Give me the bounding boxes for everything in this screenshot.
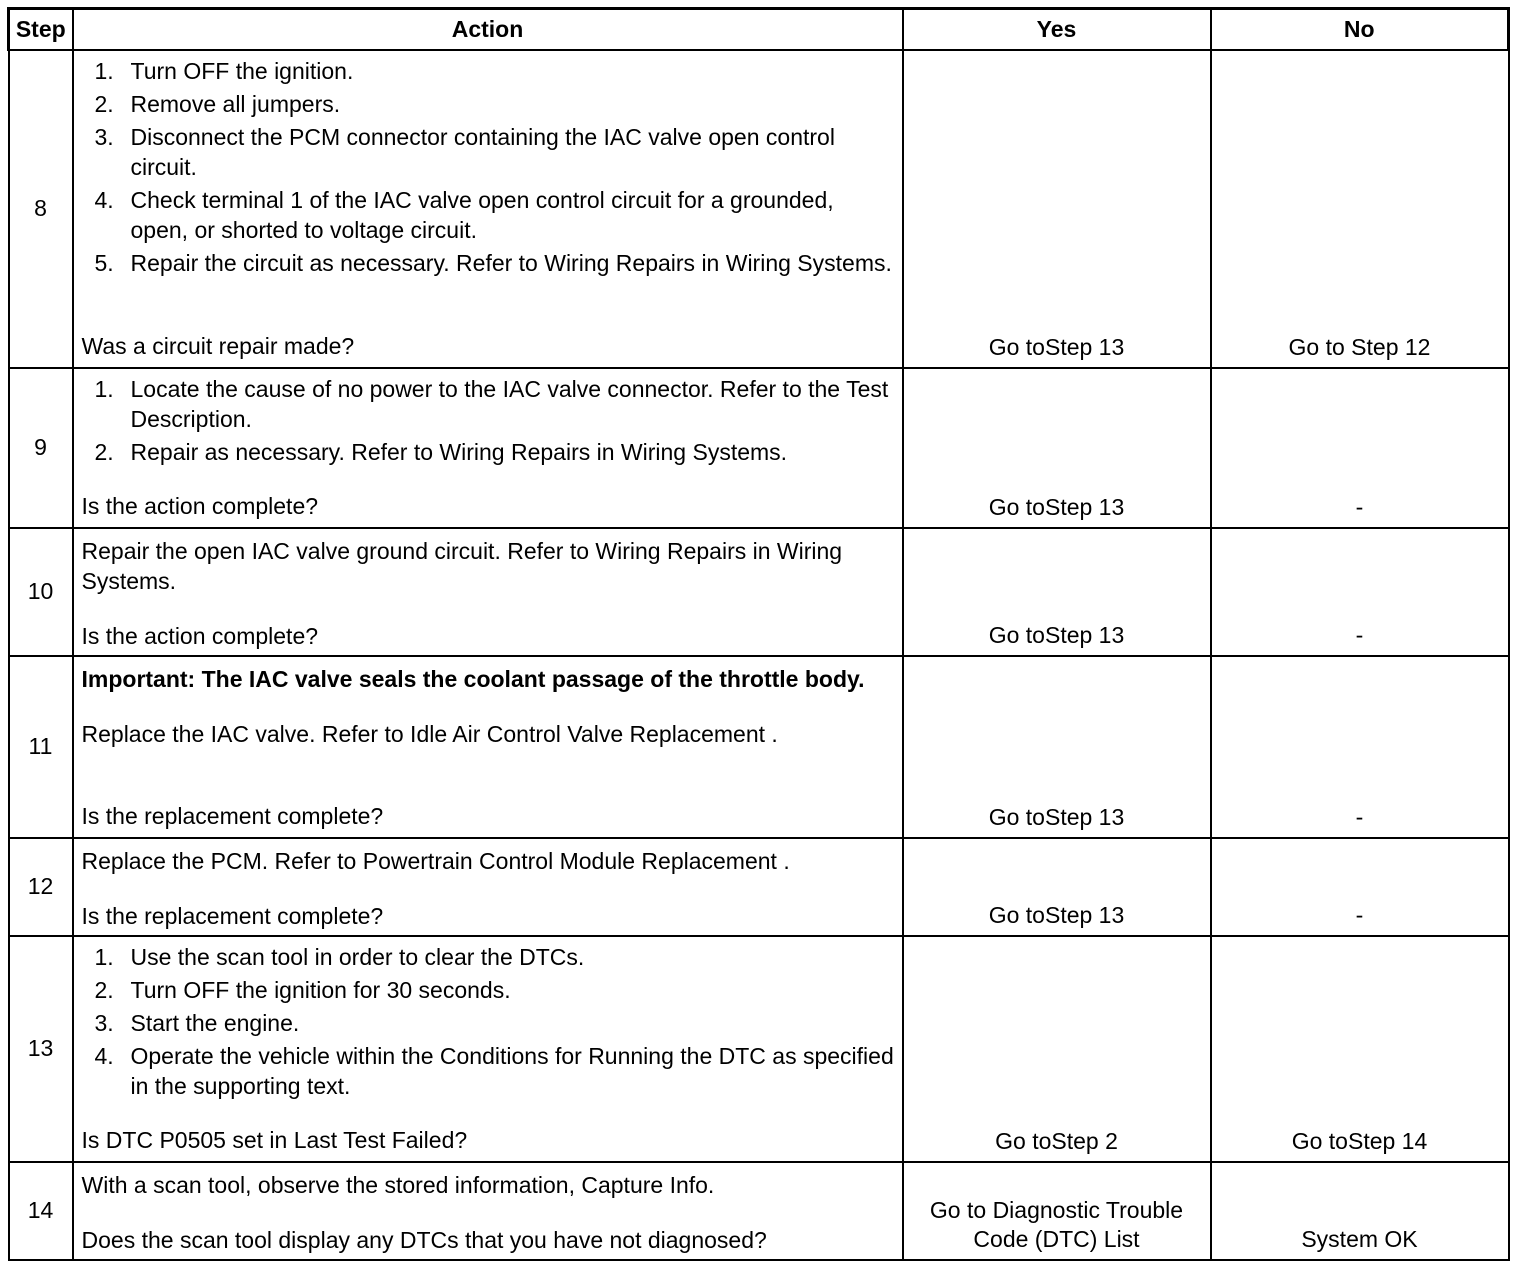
action-text: Repair the open IAC valve ground circuit. Refer to Wiring Repairs in Wiring Systems.	[81, 537, 843, 594]
action-content	[82, 839, 896, 935]
procedure-step-number: 4.	[94, 186, 114, 213]
action-question: Was a circuit repair made?	[81, 332, 355, 359]
procedure-list	[82, 942, 896, 1101]
table-row	[9, 528, 1509, 656]
yes-result: Go toStep 2	[903, 936, 1211, 1162]
yes-result: Go toStep 13	[903, 368, 1211, 528]
procedure-step-number: 2.	[94, 438, 114, 465]
yes-result: Go toStep 13	[903, 50, 1211, 368]
action-content	[82, 657, 896, 835]
no-result: -	[1211, 838, 1509, 936]
procedure-step-number: 3.	[94, 123, 114, 150]
action-question: Is DTC P0505 set in Last Test Failed?	[81, 1126, 468, 1153]
procedure-step-number: 4.	[94, 1042, 114, 1069]
no-result: -	[1211, 368, 1509, 528]
action-question: Is the action complete?	[81, 622, 319, 649]
procedure-step-number: 1.	[94, 57, 114, 84]
no-result: System OK	[1211, 1162, 1509, 1260]
diagnostic-table	[7, 7, 1510, 1261]
procedure-step	[82, 975, 896, 1005]
action-content	[82, 1163, 896, 1259]
procedure-step-text: Operate the vehicle within the Conditions for Running the DTC as specified in the supporting text.	[130, 1042, 894, 1099]
important-note: Important: The IAC valve seals the coolant passage of the throttle body.	[81, 665, 865, 692]
procedure-step-text: Turn OFF the ignition.	[130, 57, 354, 84]
procedure-step	[82, 56, 896, 86]
procedure-step	[82, 1008, 896, 1038]
header-action: Action	[73, 9, 903, 50]
header-no: No	[1211, 9, 1509, 50]
procedure-step	[82, 122, 896, 182]
action-content	[82, 937, 896, 1159]
procedure-step-text: Locate the cause of no power to the IAC valve connector. Refer to the Test Description.	[130, 375, 889, 432]
action-cell	[73, 50, 903, 368]
action-question: Does the scan tool display any DTCs that you have not diagnosed?	[81, 1226, 767, 1253]
table-body	[9, 50, 1509, 1260]
action-cell	[73, 368, 903, 528]
action-cell	[73, 838, 903, 936]
procedure-step-text: Remove all jumpers.	[130, 90, 341, 117]
action-question: Is the replacement complete?	[81, 902, 384, 929]
yes-result: Go toStep 13	[903, 838, 1211, 936]
step-number: 11	[9, 656, 73, 838]
step-number: 10	[9, 528, 73, 656]
step-number: 13	[9, 936, 73, 1162]
procedure-step-number: 1.	[94, 375, 114, 402]
table-header-row	[9, 9, 1509, 50]
procedure-step	[82, 185, 896, 245]
step-number: 14	[9, 1162, 73, 1260]
action-cell	[73, 528, 903, 656]
action-text: With a scan tool, observe the stored information, Capture Info.	[81, 1171, 715, 1198]
action-content	[82, 529, 896, 655]
procedure-list	[82, 374, 896, 467]
action-cell	[73, 1162, 903, 1260]
procedure-step	[82, 437, 896, 467]
procedure-step-number: 3.	[94, 1009, 114, 1036]
table-row	[9, 656, 1509, 838]
procedure-step-number: 5.	[94, 249, 114, 276]
step-number: 9	[9, 368, 73, 528]
action-question: Is the action complete?	[81, 492, 319, 519]
action-cell	[73, 656, 903, 838]
procedure-step	[82, 374, 896, 434]
table-row	[9, 50, 1509, 368]
yes-result: Go toStep 13	[903, 656, 1211, 838]
table-row	[9, 838, 1509, 936]
procedure-step-text: Turn OFF the ignition for 30 seconds.	[130, 976, 511, 1003]
procedure-step	[82, 942, 896, 972]
procedure-step-number: 2.	[94, 976, 114, 1003]
yes-result: Go toStep 13	[903, 528, 1211, 656]
procedure-step-number: 2.	[94, 90, 114, 117]
action-content	[82, 51, 896, 365]
procedure-step	[82, 89, 896, 119]
action-text: Replace the IAC valve. Refer to Idle Air Control Valve Replacement .	[81, 720, 778, 747]
action-question: Is the replacement complete?	[81, 802, 384, 829]
action-content	[82, 369, 896, 525]
procedure-step	[82, 248, 896, 278]
action-cell	[73, 936, 903, 1162]
procedure-step-text: Disconnect the PCM connector containing the IAC valve open control circuit.	[130, 123, 835, 180]
procedure-step-text: Check terminal 1 of the IAC valve open control circuit for a grounded, open, or shorted to voltage circuit.	[130, 186, 834, 243]
no-result: -	[1211, 528, 1509, 656]
no-result: -	[1211, 656, 1509, 838]
procedure-list	[82, 56, 896, 278]
step-number: 8	[9, 50, 73, 368]
table-row	[9, 1162, 1509, 1260]
step-number: 12	[9, 838, 73, 936]
procedure-step-text: Use the scan tool in order to clear the DTCs.	[130, 943, 585, 970]
table-row	[9, 936, 1509, 1162]
action-text: Replace the PCM. Refer to Powertrain Control Module Replacement .	[81, 847, 790, 874]
procedure-step-number: 1.	[94, 943, 114, 970]
no-result: Go to Step 12	[1211, 50, 1509, 368]
no-result: Go toStep 14	[1211, 936, 1509, 1162]
header-yes: Yes	[903, 9, 1211, 50]
procedure-step-text: Start the engine.	[130, 1009, 300, 1036]
procedure-step	[82, 1041, 896, 1101]
table-row	[9, 368, 1509, 528]
header-step: Step	[9, 9, 73, 50]
procedure-step-text: Repair the circuit as necessary. Refer to Wiring Repairs in Wiring Systems.	[130, 249, 892, 276]
procedure-step-text: Repair as necessary. Refer to Wiring Repairs in Wiring Systems.	[130, 438, 788, 465]
yes-result: Go to Diagnostic Trouble Code (DTC) List	[903, 1162, 1211, 1260]
